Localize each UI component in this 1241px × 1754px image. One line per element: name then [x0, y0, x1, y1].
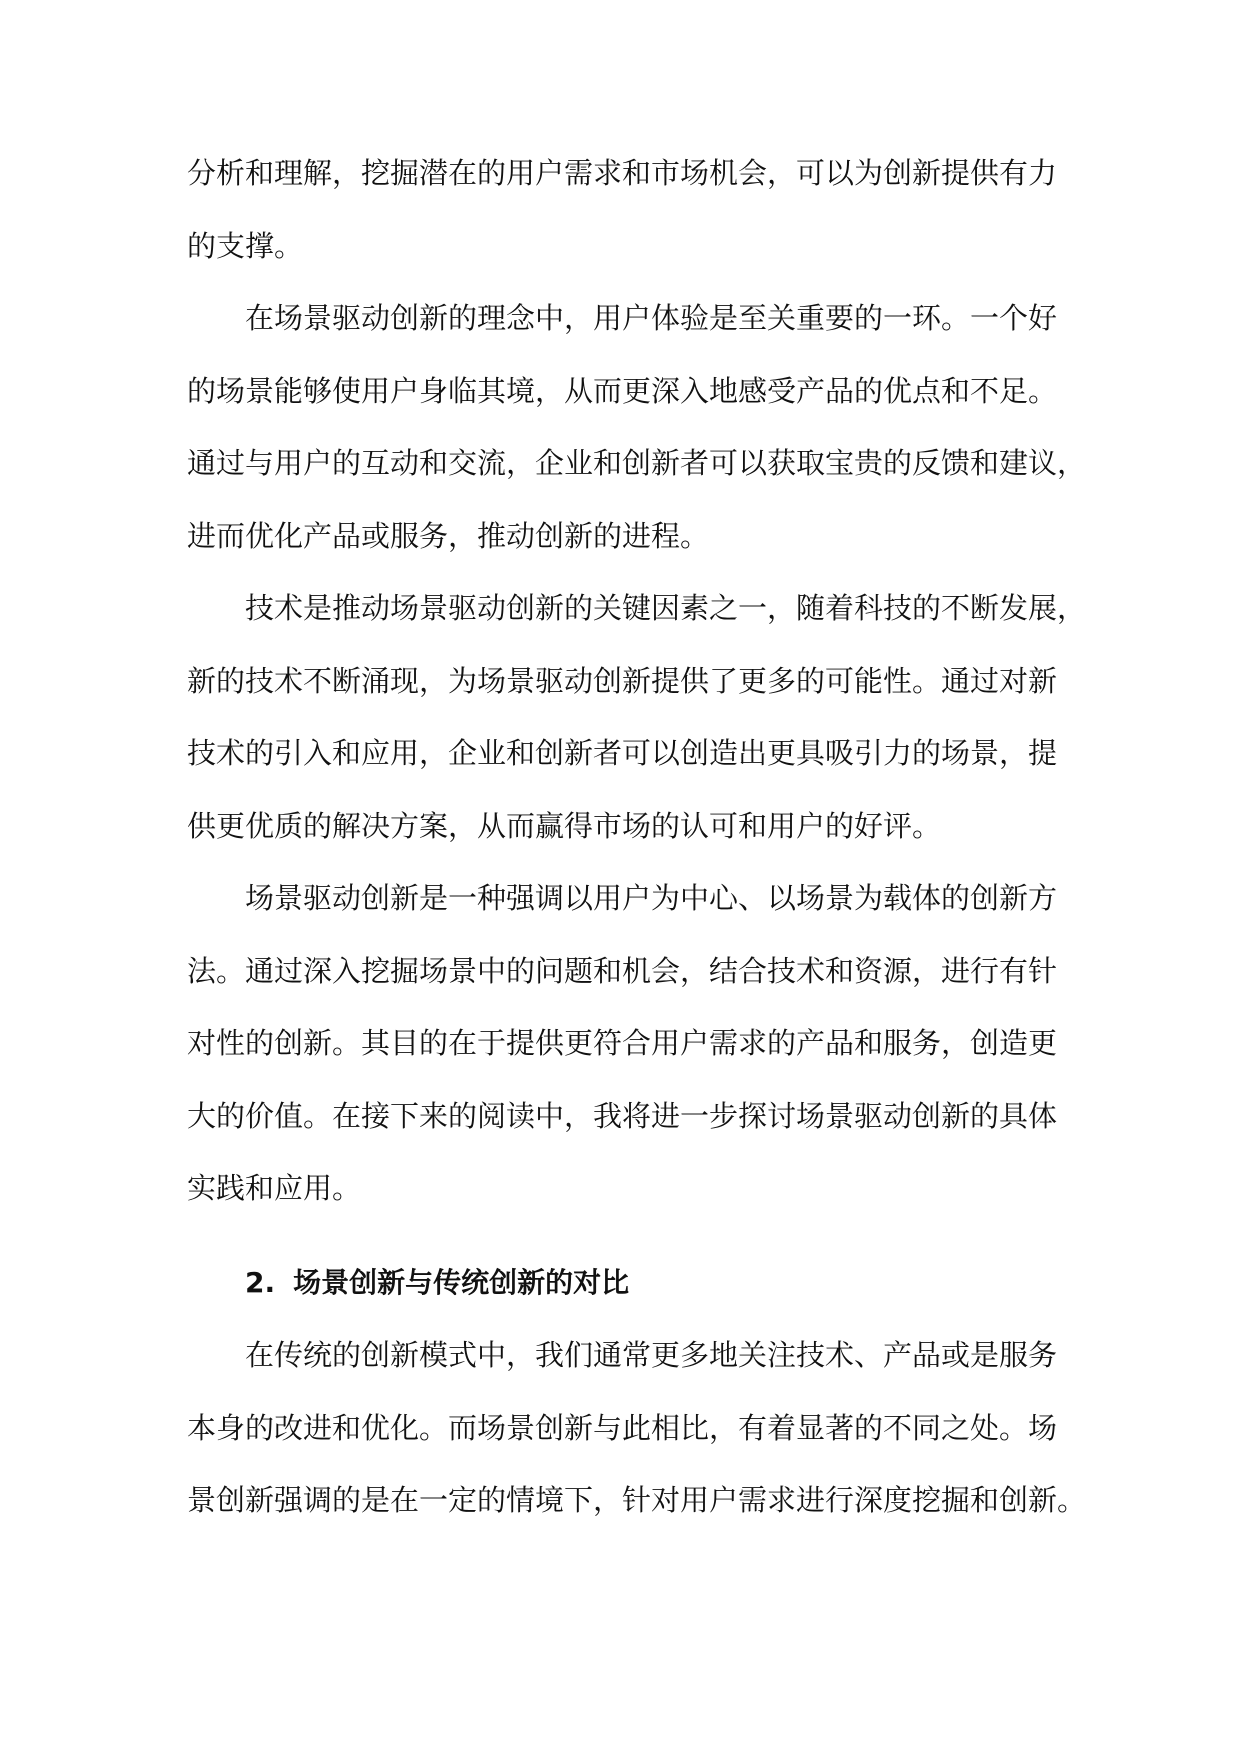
paragraph-line: 景创新强调的是在一定的情境下，针对用户需求进行深度挖掘和创新。: [187, 1483, 1087, 1517]
paragraph-line: 进而优化产品或服务，推动创新的进程。: [187, 518, 710, 553]
paragraph-line: 法。通过深入挖掘场景中的问题和机会，结合技术和资源，进行有针: [187, 953, 1058, 988]
paragraph-line: 本身的改进和优化。而场景创新与此相比，有着显著的不同之处。场: [187, 1410, 1058, 1445]
paragraph-line: 的支撑。: [187, 228, 304, 263]
paragraph-line: 对性的创新。其目的在于提供更符合用户需求的产品和服务，创造更: [187, 1026, 1058, 1060]
document-body: [187, 137, 1087, 1537]
paragraph-line: 分析和理解，挖掘潜在的用户需求和市场机会，可以为创新提供有力: [187, 156, 1058, 190]
paragraph-line: 技术的引入和应用，企业和创新者可以创造出更具吸引力的场景，提: [187, 736, 1058, 770]
paragraph-line: 通过与用户的互动和交流，企业和创新者可以获取宝贵的反馈和建议，: [187, 446, 1087, 480]
paragraph-line: 场景驱动创新是一种强调以用户为中心、以场景为载体的创新方: [245, 881, 1058, 915]
paragraph-line: 在传统的创新模式中，我们通常更多地关注技术、产品或是服务: [245, 1338, 1058, 1372]
paragraph-line: 技术是推动场景驱动创新的关键因素之一，随着科技的不断发展，: [245, 591, 1087, 625]
paragraph: [187, 862, 1057, 1225]
paragraph-line: 的场景能够使用户身临其境，从而更深入地感受产品的优点和不足。: [187, 373, 1058, 408]
paragraph-line: 大的价值。在接下来的阅读中，我将进一步探讨场景驱动创新的具体: [187, 1098, 1058, 1133]
section-heading: [187, 1247, 1057, 1320]
paragraph-line: 实践和应用。: [187, 1171, 362, 1205]
paragraph: [187, 572, 1087, 862]
section-title: 场景创新与传统创新的对比: [293, 1265, 630, 1299]
paragraph: [187, 137, 1057, 282]
paragraph-line: 新的技术不断涌现，为场景驱动创新提供了更多的可能性。通过对新: [187, 663, 1058, 698]
paragraph-line: 供更优质的解决方案，从而赢得市场的认可和用户的好评。: [187, 808, 942, 843]
section-number: 2.: [245, 1265, 276, 1299]
paragraph: [187, 282, 1087, 572]
paragraph-line: 在场景驱动创新的理念中，用户体验是至关重要的一环。一个好: [245, 301, 1058, 335]
paragraph: [187, 1319, 1087, 1537]
